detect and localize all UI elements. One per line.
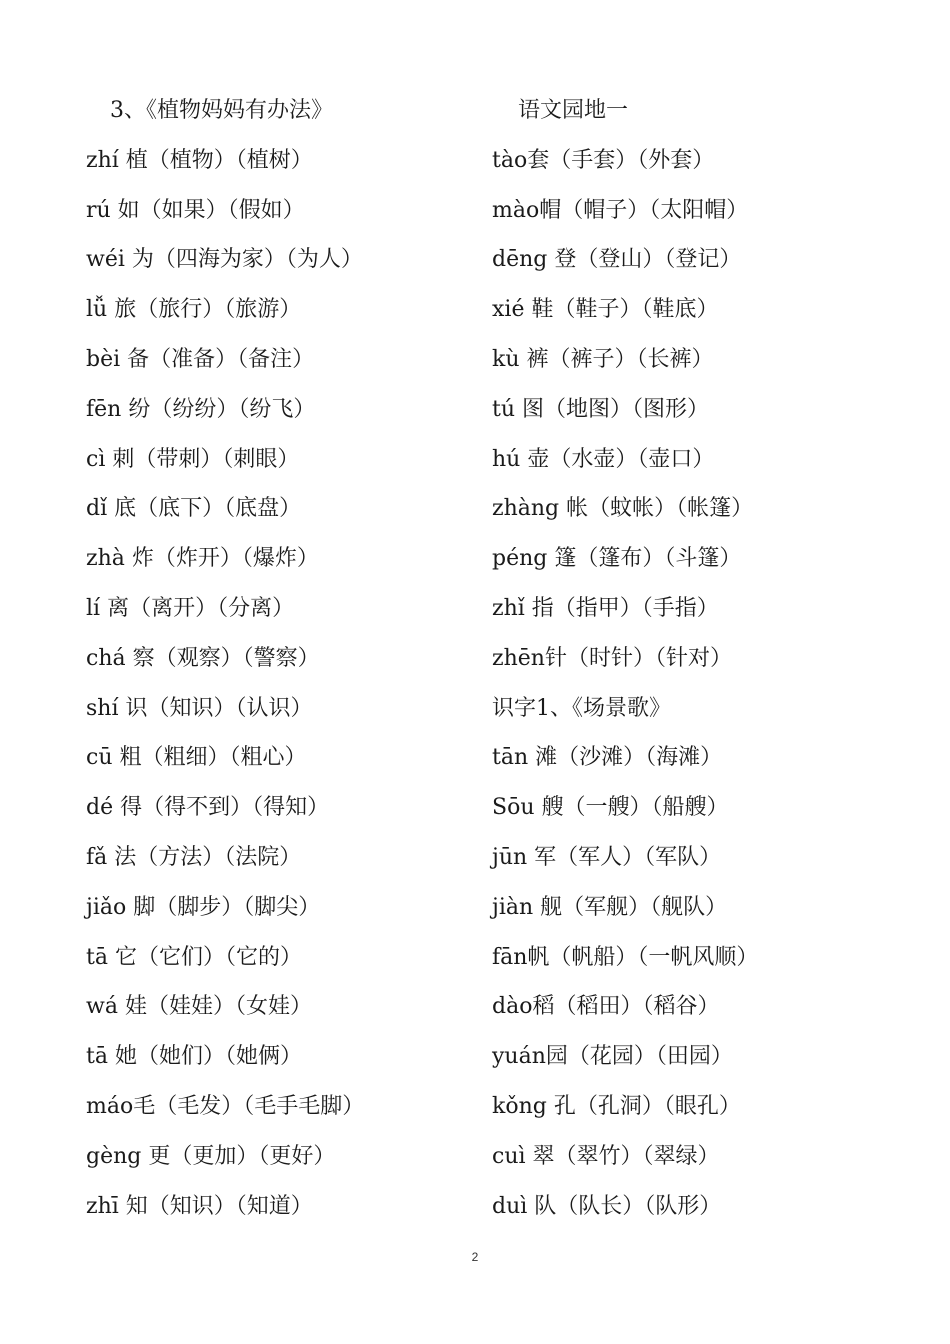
- vocab-line: zhàng 帐（蚊帐）（帐篷）: [492, 496, 754, 522]
- vocab-line: fān帆（帆船）（一帆风顺）: [492, 944, 759, 970]
- vocab-line: jiàn 舰（军舰）（舰队）: [492, 894, 728, 920]
- lesson-heading-left: 3、《植物妈妈有办法》: [110, 98, 333, 123]
- vocab-line: shí 识（知识）（认识）: [86, 695, 313, 721]
- vocab-line: fǎ 法（方法）（法院）: [86, 844, 302, 870]
- vocab-line: cū 粗（粗细）（粗心）: [86, 745, 307, 771]
- vocab-line: tào套（手套）（外套）: [492, 147, 715, 173]
- vocab-line: máo毛（毛发）（毛手毛脚）: [86, 1093, 365, 1119]
- vocab-line: tú 图（地图）（图形）: [492, 396, 710, 422]
- vocab-line: wéi 为（四海为家）（为人）: [86, 247, 363, 273]
- lesson-heading-right: 语文园地一: [518, 98, 629, 123]
- vocab-line: bèi 备（准备）（备注）: [86, 346, 315, 372]
- page-number: 2: [471, 1250, 479, 1264]
- vocab-line: xié 鞋（鞋子）（鞋底）: [492, 297, 719, 323]
- vocab-line: cuì 翠（翠竹）（翠绿）: [492, 1143, 720, 1169]
- vocab-line: dēng 登（登山）（登记）: [492, 247, 742, 273]
- vocab-line: tā 它（它们）（它的）: [86, 944, 302, 970]
- vocab-line: duì 队（队长）（队形）: [492, 1193, 722, 1219]
- vocab-line: péng 篷（篷布）（斗篷）: [492, 546, 742, 572]
- vocab-line: wá 娃（娃娃）（女娃）: [86, 994, 312, 1020]
- vocab-line: dé 得（得不到）（得知）: [86, 795, 330, 821]
- vocab-line: kù 裤（裤子）（长裤）: [492, 346, 714, 372]
- vocab-line: tā 她（她们）（她俩）: [86, 1044, 302, 1070]
- right-vocab-list: [492, 136, 932, 1232]
- vocab-line: zhǐ 指（指甲）（手指）: [492, 595, 719, 621]
- vocab-line: 识字1、《场景歌》: [492, 695, 671, 721]
- vocab-line: mào帽（帽子）（太阳帽）: [492, 197, 749, 223]
- left-vocab-list: [86, 136, 486, 1232]
- vocab-line: dào稻（稻田）（稻谷）: [492, 994, 720, 1020]
- vocab-line: chá 察（观察）（警察）: [86, 645, 320, 671]
- right-column: [492, 86, 932, 1231]
- vocab-line: jūn 军（军人）（军队）: [492, 844, 722, 870]
- vocab-line: yuán园（花园）（田园）: [492, 1044, 733, 1070]
- vocab-line: fēn 纷（纷纷）（纷飞）: [86, 396, 316, 422]
- vocab-line: zhēn针（时针）（针对）: [492, 645, 732, 671]
- vocab-line: rú 如（如果）（假如）: [86, 197, 305, 223]
- vocab-line: cì 刺（带刺）（刺眼）: [86, 446, 300, 472]
- vocab-line: zhī 知（知识）（知道）: [86, 1193, 313, 1219]
- vocab-line: dǐ 底（底下）（底盘）: [86, 496, 302, 522]
- vocab-line: Sōu 艘（一艘）（船艘）: [492, 795, 729, 821]
- vocab-line: gèng 更（更加）（更好）: [86, 1143, 336, 1169]
- vocab-line: lǚ 旅（旅行）（旅游）: [86, 297, 302, 323]
- vocab-line: zhí 植（植物）（植树）: [86, 147, 313, 173]
- vocab-line: kǒng 孔（孔洞）（眼孔）: [492, 1093, 741, 1119]
- vocab-line: lí 离（离开）（分离）: [86, 595, 295, 621]
- vocab-line: hú 壶（水壶）（壶口）: [492, 446, 715, 472]
- vocab-line: zhà 炸（炸开）（爆炸）: [86, 546, 319, 572]
- vocab-line: jiǎo 脚（脚步）（脚尖）: [86, 894, 321, 920]
- vocab-line: tān 滩（沙滩）（海滩）: [492, 745, 723, 771]
- left-column: [86, 86, 486, 1231]
